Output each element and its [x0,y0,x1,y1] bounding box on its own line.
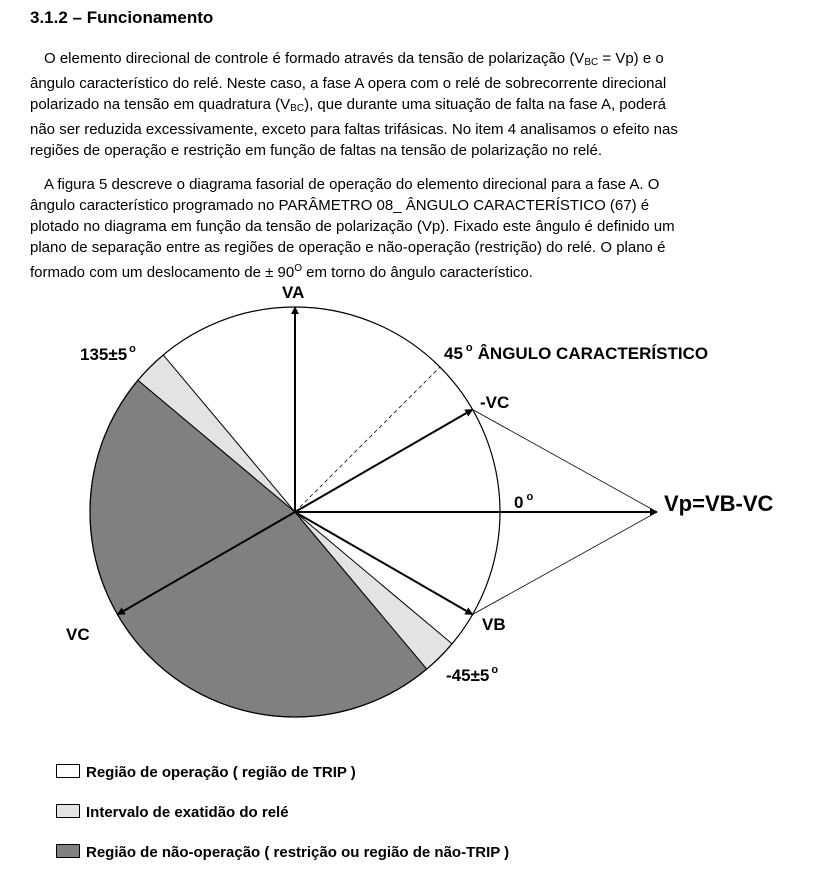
paragraph-line: ângulo característico programado no PARÂMETRO 08_ ÂNGULO CARACTERÍSTICO (67) é [30,197,650,214]
paragraph-line: polarizado na tensão em quadratura $(V_{BC})$, que durante uma situação de falta na fase A, poderá [30,96,666,114]
paragraph-line: plano de separação entre as regiões de operação e não-operação (restrição) do relé. O plano é [30,239,666,256]
label-limit-upper: 135±5 $^o$ [80,343,136,364]
label-limit-lower: -45±5 $^o$ [446,664,499,685]
section-title: – Funcionamento [72,8,214,27]
paragraph-line: O elemento direcional de controle é formado através da tensão de polarização $(V_{BC} = Vp)$ e o [44,50,664,68]
label-vp: Vp=VB-VC [664,491,774,516]
section-number: 3.1.2 [30,8,68,27]
legend-item-operation: Região de operação ( região de TRIP ) [56,764,356,784]
paragraph-1 [30,48,826,161]
paragraph-line: regiões de operação e restrição em função de faltas na tensão de polarização no relé. [30,142,603,159]
phasor-diagram [0,270,837,720]
section-heading [30,8,213,28]
paragraph-line: plotado no diagrama em função da tensão de polarização (Vp). Fixado este ângulo é definido um [30,218,675,235]
legend-swatch [56,844,80,858]
label-minus-vc: -VC [480,393,510,412]
legend-swatch [56,764,80,778]
paragraph-2 [30,174,826,283]
tangent-line-lower [473,512,657,615]
paragraph-line: ângulo característico do relé. Neste caso, a fase A opera com o relé de sobrecorrente direcional [30,75,667,92]
legend-item-accuracy: Intervalo de exatidão do relé [56,804,289,824]
label-characteristic-angle: 45 $^o$ ÂNGULO CARACTERÍSTICO [444,342,709,363]
paragraph-line: formado com um deslocamento de ± $90^O$ em torno do ângulo característico. [30,263,533,281]
legend-item-non-operation: Região de não-operação ( restrição ou região de não-TRIP ) [56,844,509,864]
paragraph-line: não ser reduzida excessivamente, exceto para faltas trifásicas. No item 4 analisamos o efeito nas [30,121,678,138]
paragraph-line: A figura 5 descreve o diagrama fasorial de operação do elemento direcional para a fase A. O [44,176,660,193]
legend-swatch [56,804,80,818]
label-vb: VB [482,615,506,634]
label-va: VA [282,283,305,302]
tangent-line-upper [473,410,657,513]
label-vc: VC [66,625,90,644]
label-zero-degree: 0 $^o$ [514,491,534,512]
